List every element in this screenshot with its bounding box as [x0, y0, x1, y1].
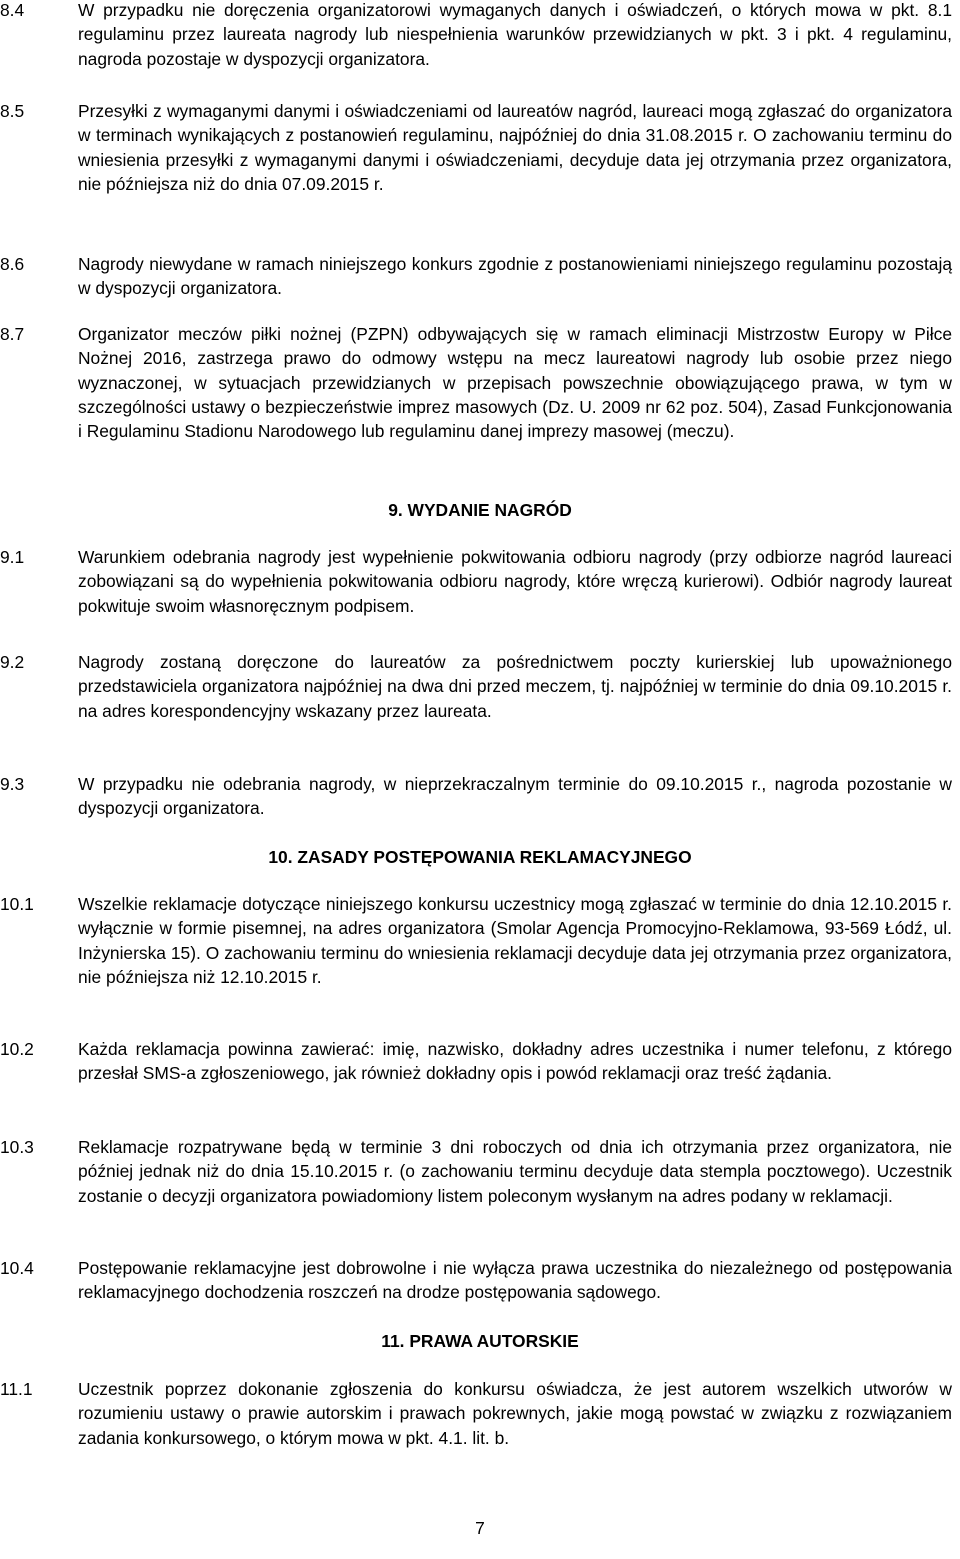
- paragraph-9-1: [0, 545, 956, 618]
- paragraph-number: 9.3: [0, 774, 25, 794]
- paragraph-text: W przypadku nie odebrania nagrody, w nieprzekraczalnym terminie do 09.10.2015 r., nagroda pozostanie w dyspozycji organizatora.: [78, 774, 952, 819]
- paragraph-8-6: [0, 252, 956, 301]
- paragraph-10-2: [0, 1037, 956, 1086]
- paragraph-text: W przypadku nie doręczenia organizatorowi wymaganych danych i oświadczeń, o których mowa w pkt. 8.1 regulaminu przez laureata nagrody lub niespełnienia warunków przewidzianych w pkt. 3 i pkt. 4 regulaminu, nagroda pozostaje w dyspozycji organizatora.: [78, 0, 952, 69]
- paragraph-number: 10.1: [0, 894, 34, 914]
- paragraph-number: 8.7: [0, 324, 25, 344]
- paragraph-10-4: [0, 1256, 956, 1305]
- paragraph-10-3: [0, 1135, 956, 1208]
- paragraph-text: Nagrody niewydane w ramach niniejszego konkurs zgodnie z postanowieniami niniejszego regulaminu pozostają w dyspozycji organizatora.: [78, 254, 952, 299]
- paragraph-9-2: [0, 650, 956, 723]
- paragraph-number: 9.1: [0, 547, 25, 567]
- paragraph-text: Postępowanie reklamacyjne jest dobrowolne i nie wyłącza prawa uczestnika do niezależnego od postępowania reklamacyjnego dochodzenia roszczeń na drodze postępowania sądowego.: [78, 1258, 952, 1303]
- paragraph-number: 10.3: [0, 1137, 34, 1157]
- page-number: 7: [475, 1518, 485, 1538]
- paragraph-11-1: [0, 1377, 956, 1450]
- section-heading-11: 11. PRAWA AUTORSKIE: [381, 1331, 579, 1351]
- paragraph-10-1: [0, 892, 956, 989]
- paragraph-8-4: [0, 0, 956, 71]
- paragraph-text: Każda reklamacja powinna zawierać: imię, nazwisko, dokładny adres uczestnika i numer telefonu, z którego przesłał SMS-a zgłoszeniowego, jak również dokładny opis i powód reklamacji oraz treść żądania.: [78, 1039, 952, 1084]
- paragraph-number: 10.4: [0, 1258, 34, 1278]
- section-heading-10: 10. ZASADY POSTĘPOWANIA REKLAMACYJNEGO: [268, 847, 692, 867]
- paragraph-text: Organizator meczów piłki nożnej (PZPN) odbywających się w ramach eliminacji Mistrzostw Europy w Piłce Nożnej 2016, zastrzega prawo do odmowy wstępu na mecz laureatowi nagrody lub osobie przez niego wyznaczonej, w sytuacjach przewidzianych w przepisach powszechnie obowiązującego prawa, w tym w szczególności ustawy o bezpieczeństwie imprez masowych (Dz. U. 2009 nr 62 poz. 504), Zasad Funkcjonowania i Regulaminu Stadionu Narodowego lub regulaminu danej imprezy masowej (meczu).: [78, 324, 952, 442]
- paragraph-number: 10.2: [0, 1039, 34, 1059]
- paragraph-text: Warunkiem odebrania nagrody jest wypełnienie pokwitowania odbioru nagrody (przy odbiorze nagród laureaci zobowiązani są do wypełnienia pokwitowania odbioru nagrody, które wręczą kurierowi). Odbiór nagrody laureat pokwituje swoim własnoręcznym podpisem.: [78, 547, 952, 616]
- paragraph-number: 8.4: [0, 0, 25, 20]
- paragraph-number: 9.2: [0, 652, 25, 672]
- section-heading-9: 9. WYDANIE NAGRÓD: [388, 500, 572, 520]
- paragraph-8-7: [0, 322, 956, 443]
- paragraph-number: 8.5: [0, 101, 25, 121]
- paragraph-text: Nagrody zostaną doręczone do laureatów za pośrednictwem poczty kurierskiej lub upoważnionego przedstawiciela organizatora najpóźniej na dwa dni przed meczem, tj. najpóźniej w terminie do dnia 09.10.2015 r. na adres korespondencyjny wskazany przez laureata.: [78, 652, 952, 721]
- paragraph-number: 11.1: [0, 1379, 33, 1399]
- paragraph-8-5: [0, 99, 956, 196]
- paragraph-text: Reklamacje rozpatrywane będą w terminie 3 dni roboczych od dnia ich otrzymania przez organizatora, nie później jednak niż do dnia 15.10.2015 r. (o zachowaniu terminu decyduje data stempla pocztowego). Uczestnik zostanie o decyzji organizatora powiadomiony listem poleconym wysłanym na adres podany w reklamacji.: [78, 1137, 952, 1206]
- paragraph-text: Przesyłki z wymaganymi danymi i oświadczeniami od laureatów nagród, laureaci mogą zgłaszać do organizatora w terminach wynikających z postanowień regulaminu, najpóźniej do dnia 31.08.2015 r. O zachowaniu terminu do wniesienia przesyłki z wymaganymi danymi i oświadczeniami, decyduje data jej otrzymania przez organizatora, nie późniejsza niż do dnia 07.09.2015 r.: [78, 101, 952, 194]
- paragraph-text: Uczestnik poprzez dokonanie zgłoszenia do konkursu oświadcza, że jest autorem wszelkich utworów w rozumieniu ustawy o prawie autorskim i prawach pokrewnych, jakie mogą powstać w związku z rozwiązaniem zadania konkursowego, o którym mowa w pkt. 4.1. lit. b.: [78, 1379, 952, 1448]
- paragraph-9-3: [0, 772, 956, 821]
- paragraph-text: Wszelkie reklamacje dotyczące niniejszego konkursu uczestnicy mogą zgłaszać w terminie do dnia 12.10.2015 r. wyłącznie w formie pisemnej, na adres organizatora (Smolar Agencja Promocyjno-Reklamowa, 93-569 Łódź, ul. Inżynierska 15). O zachowaniu terminu do wniesienia reklamacji decyduje data jej otrzymania przez organizatora, nie późniejsza niż 12.10.2015 r.: [78, 894, 952, 987]
- paragraph-number: 8.6: [0, 254, 25, 274]
